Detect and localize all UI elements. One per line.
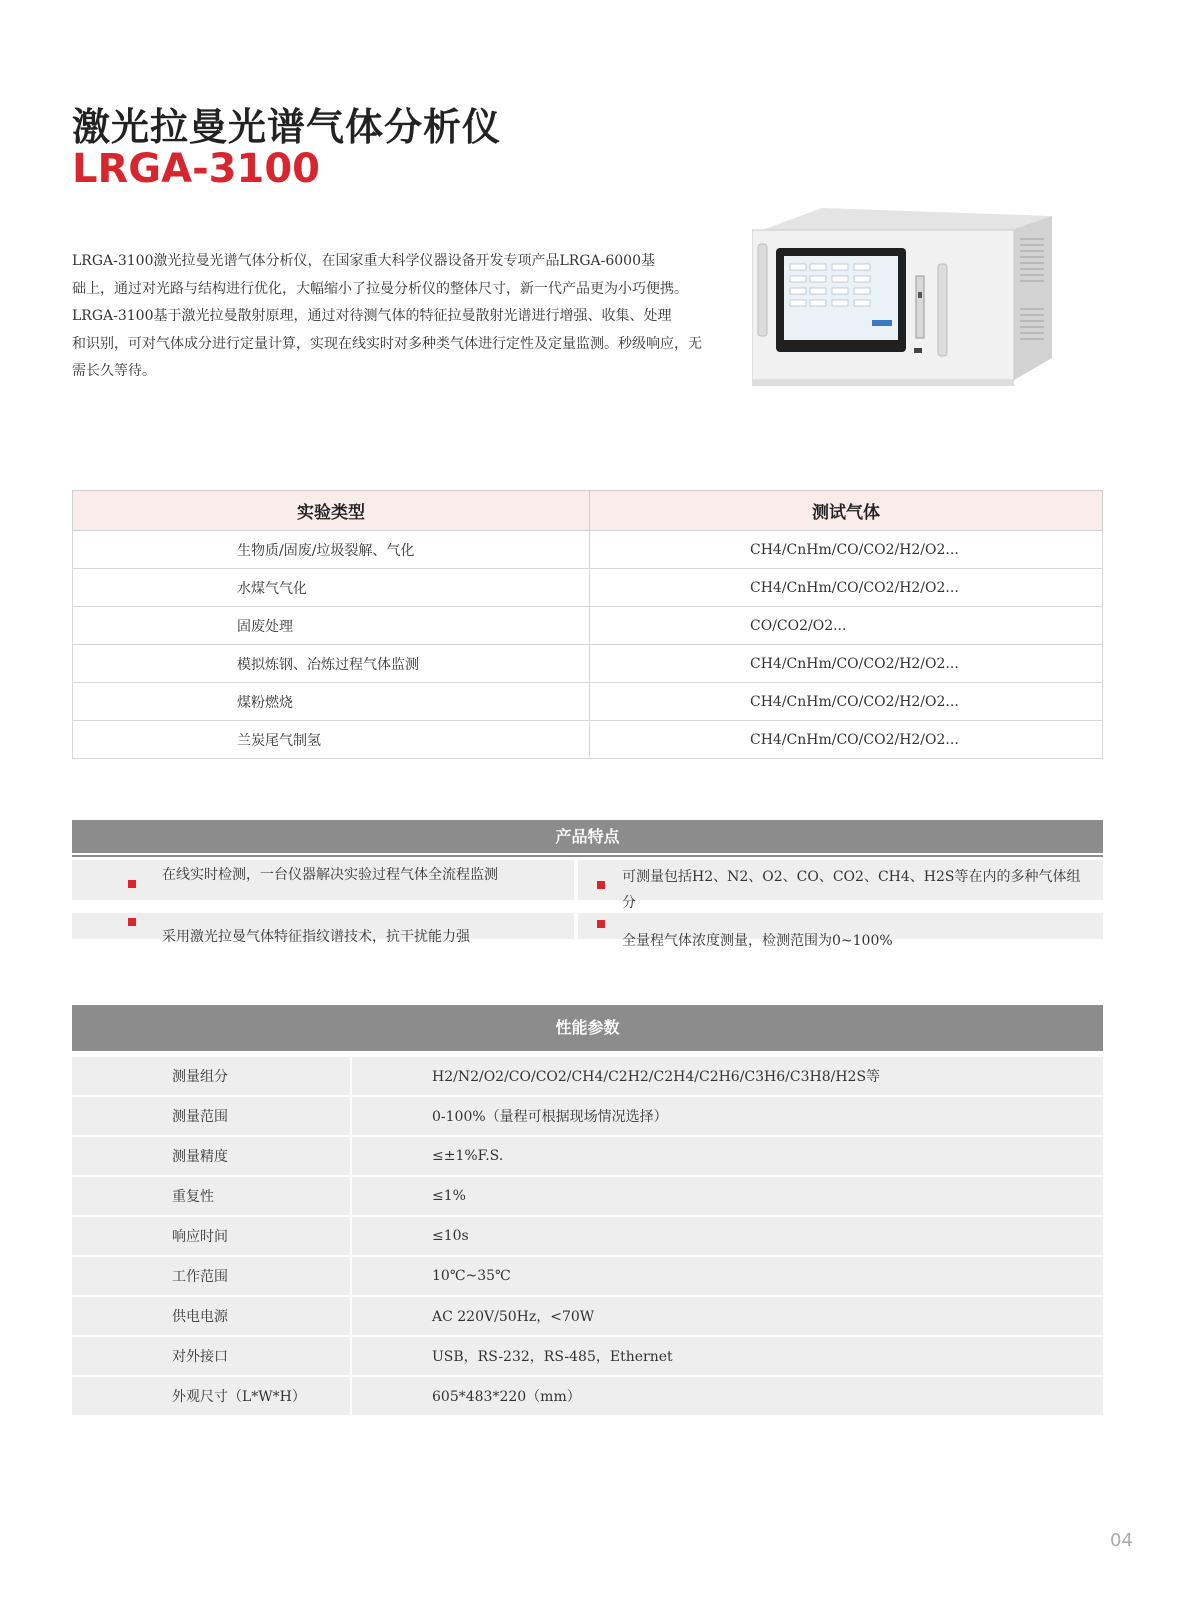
table-row — [72, 1176, 1103, 1216]
param-name: 重复性 — [72, 1176, 351, 1216]
table-row — [72, 1336, 1103, 1376]
table-row — [73, 645, 1103, 683]
product-image — [752, 208, 1062, 394]
feature-item: 全量程气体浓度测量，检测范围为0~100% — [622, 933, 893, 949]
param-name: 测量精度 — [72, 1136, 351, 1176]
experiment-type-cell: 模拟炼钢、冶炼过程气体监测 — [73, 645, 590, 683]
table-header-row — [73, 491, 1103, 531]
param-name: 外观尺寸（L*W*H） — [72, 1376, 351, 1416]
intro-line: 需长久等待。 — [72, 363, 156, 379]
features-section-header: 产品特点 — [72, 820, 1103, 853]
experiment-type-cell: 煤粉燃烧 — [73, 683, 590, 721]
table-row — [73, 683, 1103, 721]
feature-item: 在线实时检测，一台仪器解决实验过程气体全流程监测 — [162, 867, 498, 883]
test-gas-cell: CH4/CnHm/CO/CO2/H2/O2... — [590, 683, 1103, 721]
experiment-type-cell: 兰炭尾气制氢 — [73, 721, 590, 759]
param-name: 测量组分 — [72, 1057, 351, 1096]
feature-item: 采用激光拉曼气体特征指纹谱技术，抗干扰能力强 — [162, 929, 470, 945]
product-intro — [72, 248, 712, 386]
column-header-experiment-type: 实验类型 — [73, 491, 590, 531]
page-number: 04 — [1110, 1530, 1133, 1551]
table-row — [72, 1296, 1103, 1336]
intro-line: LRGA-3100基于激光拉曼散射原理，通过对待测气体的特征拉曼散射光谱进行增强、收集、处理 — [72, 308, 672, 324]
table-row — [72, 1057, 1103, 1096]
table-row — [72, 1256, 1103, 1296]
param-value: AC 220V/50Hz，<70W — [351, 1296, 1103, 1336]
features-divider — [72, 855, 1103, 857]
table-row — [72, 1376, 1103, 1416]
params-section-header: 性能参数 — [72, 1005, 1103, 1051]
page-title: 激光拉曼光谱气体分析仪 — [72, 105, 502, 149]
table-row — [73, 721, 1103, 759]
table-row — [72, 1136, 1103, 1176]
experiment-type-cell: 水煤气气化 — [73, 569, 590, 607]
experiment-table — [72, 490, 1103, 759]
experiment-type-cell: 固废处理 — [73, 607, 590, 645]
param-value: 605*483*220（mm） — [351, 1376, 1103, 1416]
feature-item: 可测量包括H2、N2、O2、CO、CO2、CH4、H2S等在内的多种气体组分 — [622, 869, 1081, 911]
test-gas-cell: CH4/CnHm/CO/CO2/H2/O2... — [590, 531, 1103, 569]
column-header-test-gas: 测试气体 — [590, 491, 1103, 531]
bullet-square-icon — [597, 881, 605, 889]
table-row — [72, 1096, 1103, 1136]
param-name: 工作范围 — [72, 1256, 351, 1296]
param-value: ≤1% — [351, 1176, 1103, 1216]
table-row — [73, 607, 1103, 645]
param-name: 供电电源 — [72, 1296, 351, 1336]
param-name: 对外接口 — [72, 1336, 351, 1376]
test-gas-cell: CH4/CnHm/CO/CO2/H2/O2... — [590, 721, 1103, 759]
bullet-square-icon — [128, 880, 136, 888]
table-row — [73, 531, 1103, 569]
param-value: H2/N2/O2/CO/CO2/CH4/C2H2/C2H4/C2H6/C3H6/C3H8/H2S等 — [351, 1057, 1103, 1096]
test-gas-cell: CH4/CnHm/CO/CO2/H2/O2... — [590, 645, 1103, 683]
intro-line: 和识别，可对气体成分进行定量计算，实现在线实时对多种类气体进行定性及定量监测。秒级响应，无 — [72, 335, 702, 352]
param-value: ≤10s — [351, 1216, 1103, 1256]
param-value: 10℃~35℃ — [351, 1256, 1103, 1296]
param-name: 响应时间 — [72, 1216, 351, 1256]
bullet-square-icon — [128, 918, 136, 926]
param-value: USB，RS-232，RS-485，Ethernet — [351, 1336, 1103, 1376]
table-row — [73, 569, 1103, 607]
bullet-square-icon — [597, 920, 605, 928]
param-value: 0-100%（量程可根据现场情况选择） — [351, 1096, 1103, 1136]
test-gas-cell: CH4/CnHm/CO/CO2/H2/O2... — [590, 569, 1103, 607]
table-row — [72, 1216, 1103, 1256]
model-number: LRGA-3100 — [72, 146, 321, 192]
param-name: 测量范围 — [72, 1096, 351, 1136]
intro-line: 础上，通过对光路与结构进行优化，大幅缩小了拉曼分析仪的整体尺寸，新一代产品更为小巧便携。 — [72, 280, 688, 297]
intro-line: LRGA-3100激光拉曼光谱气体分析仪，在国家重大科学仪器设备开发专项产品LRGA-6000基 — [72, 253, 655, 269]
param-value: ≤±1%F.S. — [351, 1136, 1103, 1176]
params-table — [72, 1057, 1103, 1417]
experiment-type-cell: 生物质/固废/垃圾裂解、气化 — [73, 531, 590, 569]
test-gas-cell: CO/CO2/O2... — [590, 607, 1103, 645]
